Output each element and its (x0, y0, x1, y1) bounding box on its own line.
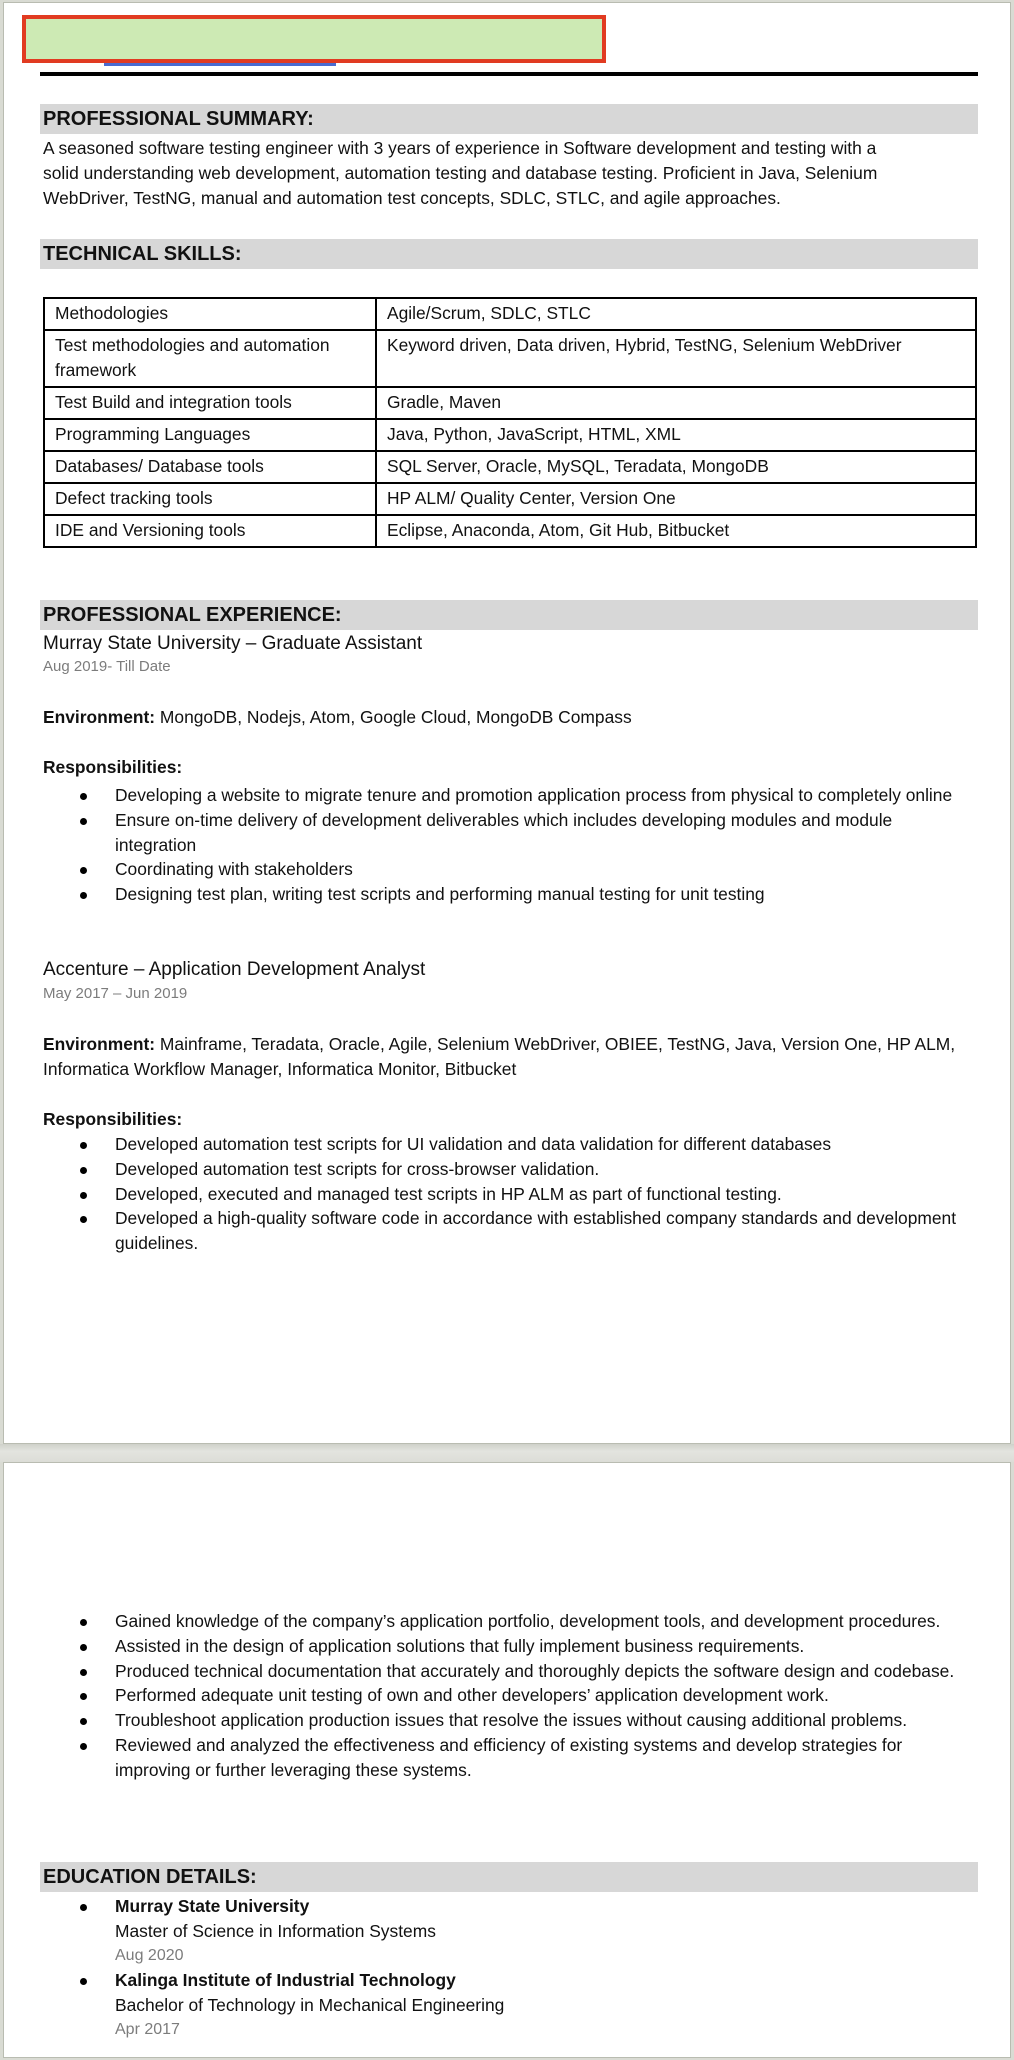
skill-category: IDE and Versioning tools (44, 515, 376, 547)
skill-category: Test methodologies and automation framework (44, 330, 376, 387)
redacted-name-box (22, 15, 606, 63)
resume-page-1 (3, 2, 1011, 1444)
bullet-icon (80, 1693, 87, 1700)
list-item: Developed automation test scripts for cross-browser validation. (78, 1157, 978, 1182)
redacted-link-underline (104, 63, 336, 66)
job-dates: Aug 2019- Till Date (43, 658, 171, 675)
list-item: Developed automation test scripts for UI validation and data validation for different databases (78, 1132, 978, 1157)
list-item (78, 1968, 978, 2042)
bullet-icon (80, 818, 87, 825)
bullet-icon (80, 1192, 87, 1199)
bullet-icon (80, 1743, 87, 1750)
skill-value: Java, Python, JavaScript, HTML, XML (376, 419, 976, 451)
bullet-icon (80, 1216, 87, 1223)
skill-value: SQL Server, Oracle, MySQL, Teradata, MongoDB (376, 451, 976, 483)
environment-value: Mainframe, Teradata, Oracle, Agile, Selenium WebDriver, OBIEE, TestNG, Java, Version One, HP ALM, Informatica Workflow Manager, Informatica Monitor, Bitbucket (43, 1034, 956, 1079)
resume-page-2 (3, 1462, 1011, 2058)
skill-value: Keyword driven, Data driven, Hybrid, TestNG, Selenium WebDriver (376, 330, 976, 387)
list-item: Performed adequate unit testing of own and other developers’ application development work. (78, 1683, 978, 1708)
summary-line: WebDriver, TestNG, manual and automation test concepts, SDLC, STLC, and agile approaches. (43, 188, 781, 208)
table-row (44, 387, 976, 419)
education-list (78, 1894, 978, 2043)
skill-category: Test Build and integration tools (44, 387, 376, 419)
job-title: Murray State University – Graduate Assistant (43, 633, 423, 654)
table-row (44, 419, 976, 451)
environment-value: MongoDB, Nodejs, Atom, Google Cloud, MongoDB Compass (155, 707, 632, 727)
list-item: Coordinating with stakeholders (78, 857, 978, 882)
graduation-date: Aug 2020 (115, 1946, 184, 1964)
list-item (78, 1894, 978, 1968)
bullet-icon (80, 892, 87, 899)
summary-line: solid understanding web development, automation testing and database testing. Proficient in Java, Selenium (43, 163, 878, 183)
header-divider (40, 72, 978, 76)
bullet-icon (80, 1142, 87, 1149)
list-item: Produced technical documentation that accurately and thoroughly depicts the software design and codebase. (78, 1659, 978, 1684)
responsibilities-label: Responsibilities: (43, 1109, 183, 1129)
responsibilities-label: Responsibilities: (43, 757, 183, 777)
skill-category: Programming Languages (44, 419, 376, 451)
list-item: Designing test plan, writing test scripts and performing manual testing for unit testing (78, 882, 978, 907)
skill-category: Databases/ Database tools (44, 451, 376, 483)
table-row (44, 451, 976, 483)
list-item: Assisted in the design of application solutions that fully implement business requirements. (78, 1634, 978, 1659)
table-row (44, 298, 976, 330)
list-item: Developed, executed and managed test scripts in HP ALM as part of functional testing. (78, 1182, 978, 1207)
table-row (44, 330, 976, 387)
skill-category: Defect tracking tools (44, 483, 376, 515)
skills-heading: TECHNICAL SKILLS: (40, 239, 978, 269)
job-dates: May 2017 – Jun 2019 (43, 985, 188, 1002)
summary-text (43, 136, 978, 211)
job-title: Accenture – Application Development Analyst (43, 959, 426, 980)
skill-value: Eclipse, Anaconda, Atom, Git Hub, Bitbucket (376, 515, 976, 547)
skill-value: Agile/Scrum, SDLC, STLC (376, 298, 976, 330)
skill-category: Methodologies (44, 298, 376, 330)
bullet-icon (80, 793, 87, 800)
list-item: Gained knowledge of the company’s application portfolio, development tools, and development procedures. (78, 1609, 978, 1634)
bullet-icon (80, 1669, 87, 1676)
list-item: Ensure on-time delivery of development deliverables which includes developing modules and module integration (78, 808, 978, 858)
table-row (44, 483, 976, 515)
bullet-icon (80, 1978, 87, 1985)
page-break (0, 1444, 1014, 1462)
school-name: Kalinga Institute of Industrial Technology (115, 1970, 456, 1991)
list-item: Developing a website to migrate tenure and promotion application process from physical to completely online (78, 783, 978, 808)
summary-heading: PROFESSIONAL SUMMARY: (40, 104, 978, 134)
skills-table (43, 297, 977, 548)
job-environment (43, 705, 978, 730)
bullet-icon (80, 1644, 87, 1651)
experience-heading: PROFESSIONAL EXPERIENCE: (40, 600, 978, 630)
list-item: Troubleshoot application production issues that resolve the issues without causing additional problems. (78, 1708, 978, 1733)
degree: Master of Science in Information Systems (115, 1920, 436, 1941)
job-bullets (78, 783, 978, 907)
skill-value: HP ALM/ Quality Center, Version One (376, 483, 976, 515)
summary-line: A seasoned software testing engineer with 3 years of experience in Software development and testing with a (43, 138, 877, 158)
job-environment (43, 1032, 978, 1082)
bullet-icon (80, 1619, 87, 1626)
job-bullets-continued (78, 1609, 978, 1783)
list-item: Developed a high-quality software code in accordance with established company standards and development guidelines. (78, 1206, 978, 1256)
education-heading: EDUCATION DETAILS: (40, 1862, 978, 1892)
job-bullets (78, 1132, 978, 1256)
bullet-icon (80, 867, 87, 874)
environment-label: Environment: (43, 707, 156, 727)
school-name: Murray State University (115, 1896, 310, 1916)
graduation-date: Apr 2017 (115, 2020, 180, 2038)
environment-label: Environment: (43, 1034, 156, 1054)
table-row (44, 515, 976, 547)
list-item: Reviewed and analyzed the effectiveness and efficiency of existing systems and develop strategies for improving or further leveraging these systems. (78, 1733, 978, 1783)
bullet-icon (80, 1904, 87, 1911)
degree: Bachelor of Technology in Mechanical Engineering (115, 1995, 505, 2016)
bullet-icon (80, 1718, 87, 1725)
skill-value: Gradle, Maven (376, 387, 976, 419)
bullet-icon (80, 1167, 87, 1174)
